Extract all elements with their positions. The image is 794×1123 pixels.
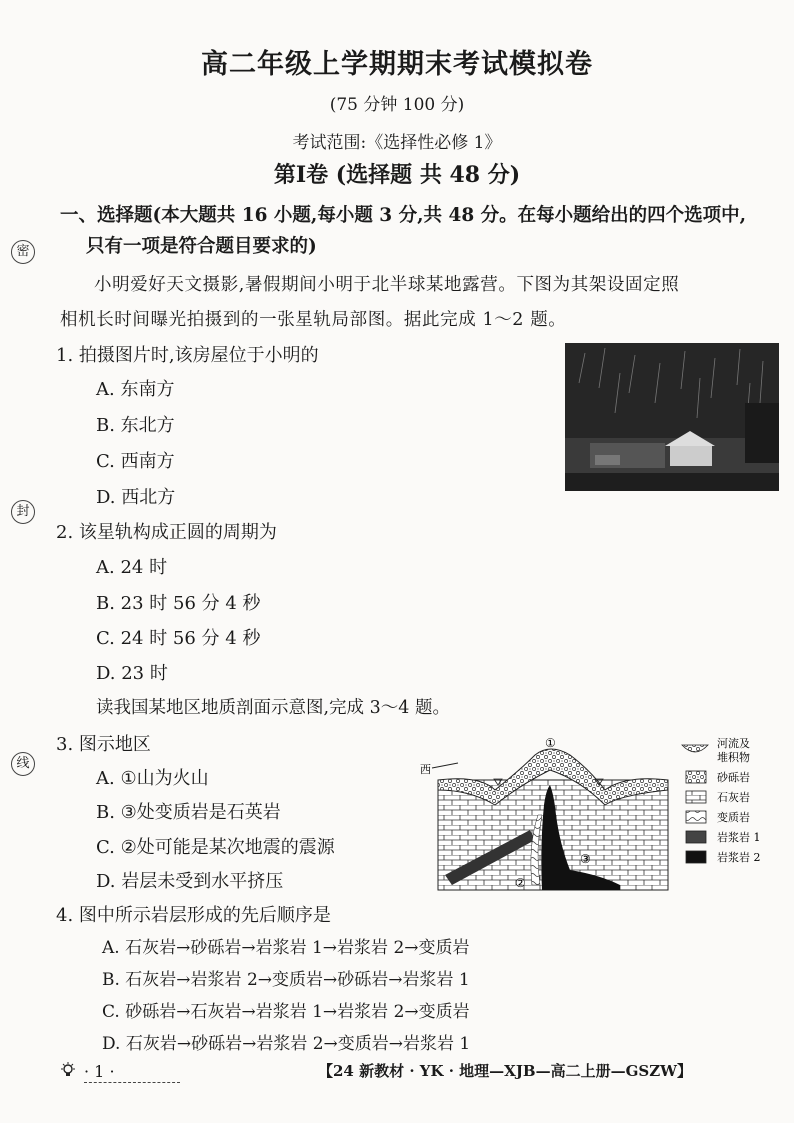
- legend-limestone: 石灰岩: [717, 791, 750, 804]
- diagram-marker-2: ②: [515, 876, 526, 890]
- q1-option-c[interactable]: C. 西南方: [96, 451, 175, 472]
- bulb-icon: [60, 1062, 76, 1078]
- question-4-stem: 4. 图中所示岩层形成的先后顺序是: [56, 905, 331, 926]
- footer-code: 【24 新教材 · YK · 地理—XJB—高二上册—GSZW】: [318, 1062, 693, 1080]
- legend-river-line1: 河流及: [717, 737, 750, 750]
- diagram-marker-1: ①: [545, 736, 556, 750]
- q3-option-a[interactable]: A. ①山为火山: [96, 768, 209, 789]
- q2-option-a[interactable]: A. 24 时: [96, 557, 168, 578]
- legend-magma-2: 岩浆岩 2: [717, 851, 761, 864]
- q4-option-a[interactable]: A. 石灰岩→砂砾岩→岩浆岩 1→岩浆岩 2→变质岩: [102, 938, 470, 958]
- q2-option-b[interactable]: B. 23 时 56 分 4 秒: [96, 593, 261, 614]
- section-instructions: [60, 200, 780, 262]
- footer-divider: [84, 1082, 180, 1083]
- legend-gravel: 砂砾岩: [717, 771, 750, 784]
- q2-option-c[interactable]: C. 24 时 56 分 4 秒: [96, 628, 261, 649]
- q1-option-d[interactable]: D. 西北方: [96, 487, 176, 508]
- legend-magma-1: 岩浆岩 1: [717, 831, 761, 844]
- volume-heading: 第Ⅰ卷 (选择题 共 48 分): [273, 162, 521, 188]
- q3-option-b[interactable]: B. ③处变质岩是石英岩: [96, 802, 281, 823]
- star-trail-photo: [565, 343, 779, 491]
- legend-metamorphic: 变质岩: [717, 811, 750, 824]
- q3-option-d[interactable]: D. 岩层未受到水平挤压: [96, 871, 284, 892]
- exam-scope: 考试范围:《选择性必修 1》: [292, 133, 502, 153]
- question-1-stem: 1. 拍摄图片时,该房屋位于小明的: [56, 345, 319, 366]
- diagram-marker-3: ③: [580, 852, 591, 866]
- intro-line-1: 小明爱好天文摄影,暑假期间小明于北半球某地露营。下图为其架设固定照: [94, 275, 680, 295]
- q4-option-b[interactable]: B. 石灰岩→岩浆岩 2→变质岩→砂砾岩→岩浆岩 1: [102, 970, 470, 990]
- section-line-1: 一、选择题(本大题共 16 小题,每小题 3 分,共 48 分。在每小题给出的四个选项中,: [60, 205, 747, 226]
- q1-option-a[interactable]: A. 东南方: [96, 379, 175, 400]
- q2-option-d[interactable]: D. 23 时: [96, 663, 168, 684]
- intro-star-trails: [60, 268, 780, 338]
- legend-river-line2: 堆积物: [717, 751, 750, 764]
- q4-option-c[interactable]: C. 砂砾岩→石灰岩→岩浆岩 1→岩浆岩 2→变质岩: [102, 1002, 470, 1022]
- section-line-2: 只有一项是符合题目要求的): [86, 236, 317, 257]
- margin-mark-feng: 封: [11, 500, 35, 524]
- diagram-west-label: 西: [420, 764, 431, 776]
- margin-mark-xian: 线: [11, 752, 35, 776]
- exam-title: 高二年级上学期期末考试模拟卷: [201, 49, 593, 80]
- exam-duration: (75 分钟 100 分): [329, 95, 465, 115]
- q1-option-b[interactable]: B. 东北方: [96, 415, 175, 436]
- question-2-stem: 2. 该星轨构成正圆的周期为: [56, 522, 277, 543]
- geologic-section-diagram: [420, 735, 790, 900]
- q3-option-c[interactable]: C. ②处可能是某次地震的震源: [96, 837, 335, 858]
- intro-line-2: 相机长时间曝光拍摄到的一张星轨局部图。据此完成 1～2 题。: [60, 310, 567, 330]
- margin-mark-mi: 密: [11, 240, 35, 264]
- intro-geology: 读我国某地区地质剖面示意图,完成 3～4 题。: [96, 698, 450, 718]
- question-3-stem: 3. 图示地区: [56, 734, 151, 755]
- page-number: · 1 ·: [84, 1062, 115, 1081]
- q4-option-d[interactable]: D. 石灰岩→砂砾岩→岩浆岩 2→变质岩→岩浆岩 1: [102, 1034, 471, 1054]
